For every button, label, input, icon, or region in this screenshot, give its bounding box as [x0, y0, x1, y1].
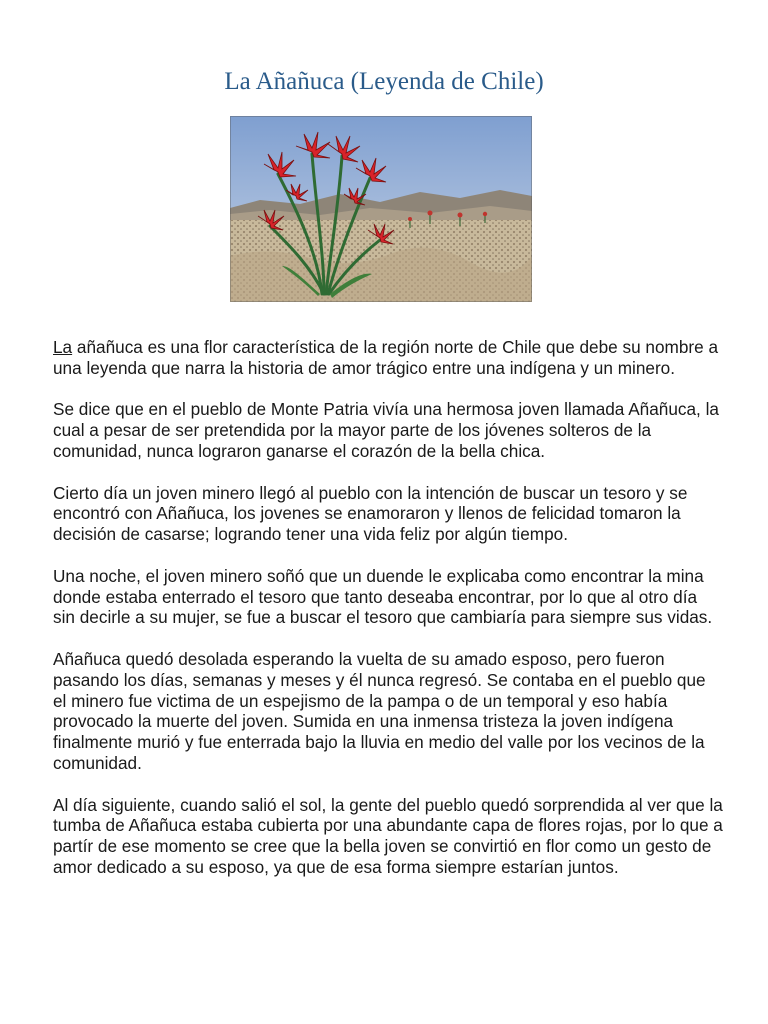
- paragraph-1: [53, 337, 723, 379]
- flower-illustration: [230, 116, 532, 302]
- paragraph-3: Cierto día un joven minero llegó al pueblo con la intención de buscar un tesoro y se encontró con Añañuca, los jovenes se enamoraron y llenos de felicidad tomaron la decisión de casarse; logrando tener una vida feliz por algún tiempo.: [53, 482, 688, 545]
- paragraph-5: Añañuca quedó desolada esperando la vuelta de su amado esposo, pero fueron pasando los días, semanas y meses y él nunca regresó. Se contaba en el pueblo que el minero fue victima de un espejismo de la pampa o de un temporal y eso había provocado la muerte del joven. Sumida en una inmensa tristeza la joven indígena finalmente murió y fue enterrada bajo la lluvia en medio del valle por los vecinos de la comunidad.: [53, 648, 706, 773]
- document-body: [53, 337, 723, 899]
- paragraph-1-lead: La: [53, 337, 73, 357]
- document-title: La Añañuca (Leyenda de Chile): [224, 68, 544, 95]
- paragraph-2: Se dice que en el pueblo de Monte Patria vivía una hermosa joven llamada Añañuca, la cual a pesar de ser pretendida por la mayor parte de los jóvenes solteros de la comunidad, nunca lograron ganarse el corazón de la bella chica.: [53, 399, 719, 461]
- paragraph-4: Una noche, el joven minero soñó que un duende le explicaba como encontrar la mina donde estaba enterrado el tesoro que tanto deseaba encontrar, por lo que al otro día sin decirle a su mujer, se fue a buscar el tesoro que cambiaría para siempre sus vidas.: [53, 565, 713, 628]
- paragraph-1-rest: añañuca es una flor característica de la región norte de Chile que debe su nombre a una leyenda que narra la historia de amor trágico entre una indígena y un minero.: [53, 337, 719, 378]
- paragraph-6: Al día siguiente, cuando salió el sol, la gente del pueblo quedó sorprendida al ver que la tumba de Añañuca estaba cubierta por una abundante capa de flores rojas, por lo que a partír de ese momento se cree que la bella joven se convirtió en flor como un gesto de amor dedicado a su esposo, ya que de esa forma siempre estarían juntos.: [53, 794, 723, 877]
